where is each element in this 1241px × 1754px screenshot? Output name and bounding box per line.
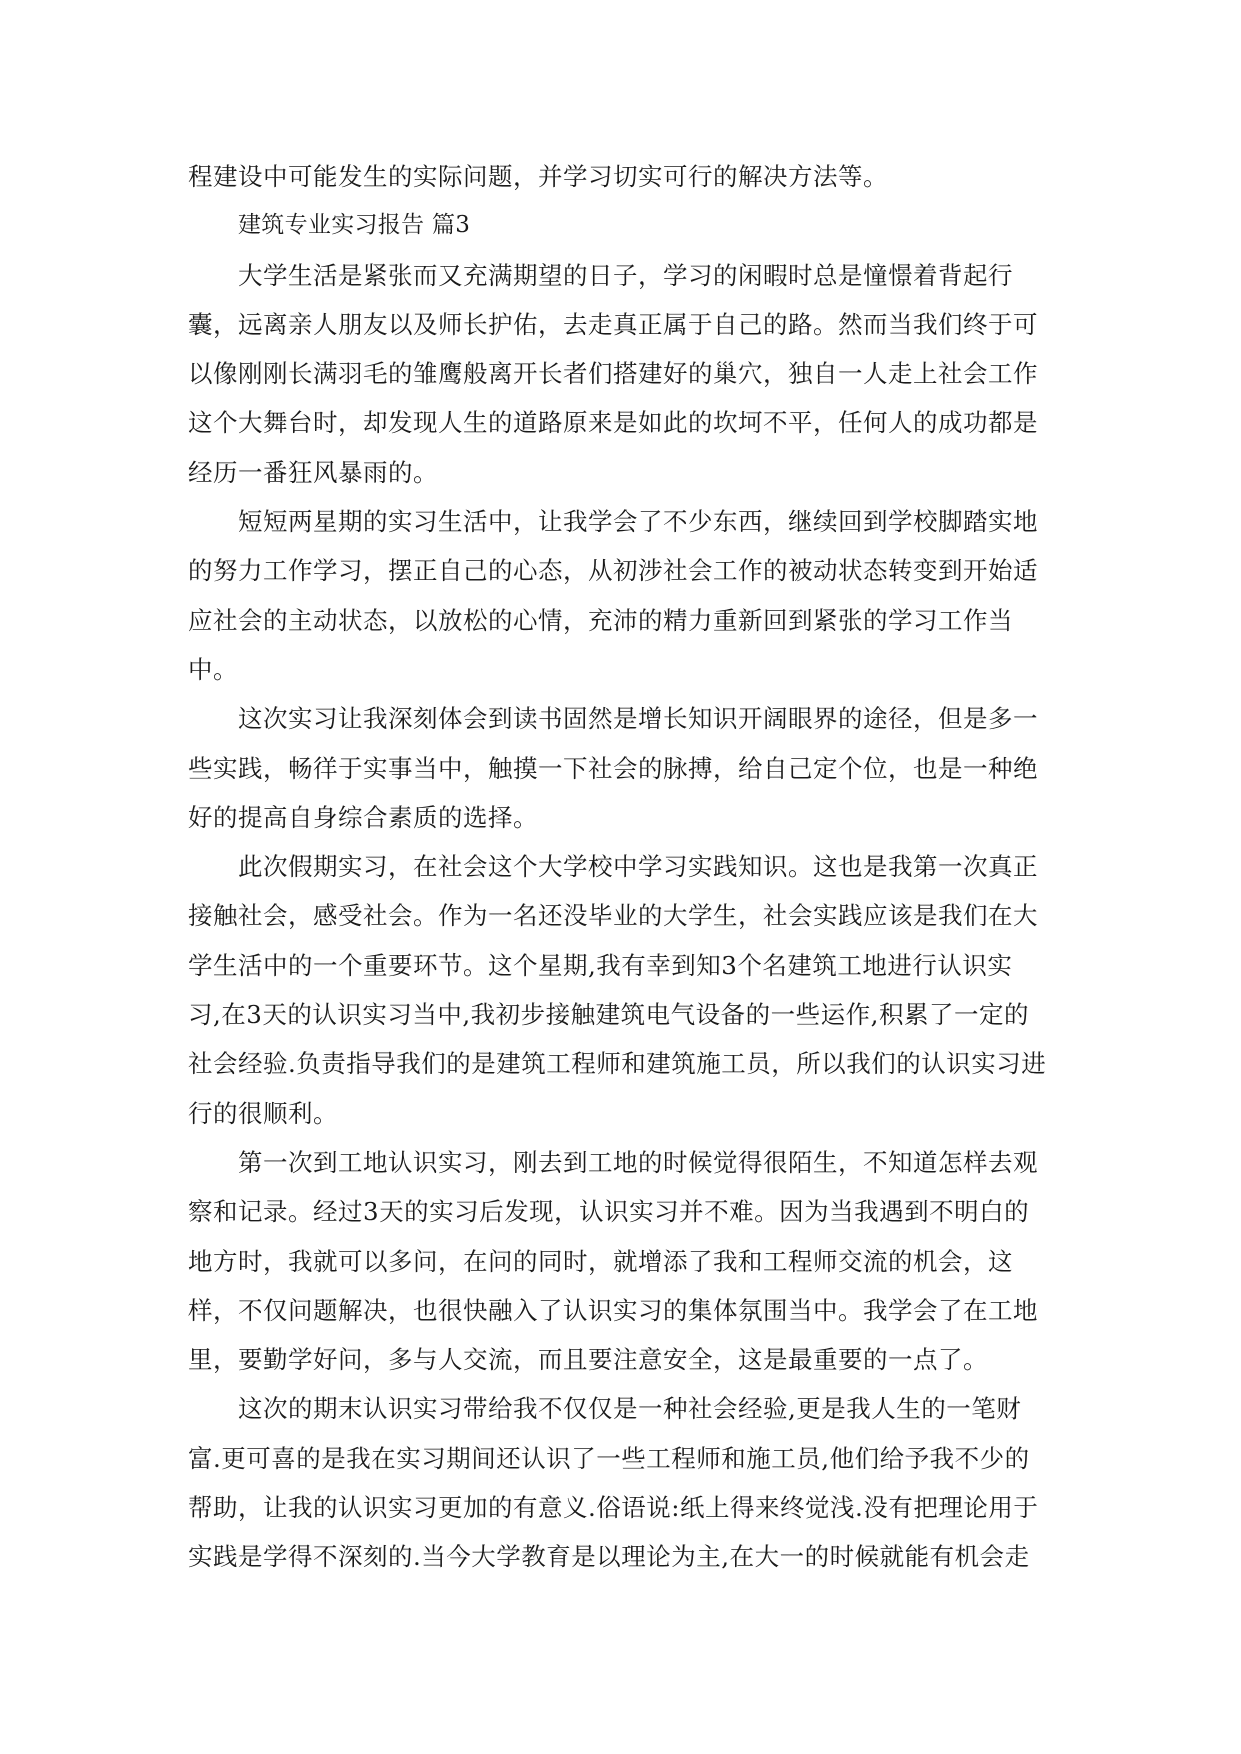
text-line: 学生活中的一个重要环节。这个星期,我有幸到知3个名建筑工地进行认识实: [188, 950, 1013, 980]
text-line: 的努力工作学习，摆正自己的心态，从初涉社会工作的被动状态转变到开始适: [188, 556, 1038, 586]
paragraph-first-line: 第一次到工地认识实习，刚去到工地的时候觉得很陌生，不知道怎样去观: [238, 1147, 1038, 1177]
text-line: 中。: [188, 654, 238, 684]
text-line: 样，不仅问题解决，也很快融入了认识实习的集体氛围当中。我学会了在工地: [188, 1295, 1038, 1325]
section-heading: 建筑专业实习报告 篇3: [238, 212, 471, 239]
text-line: 好的提高自身综合素质的选择。: [188, 802, 538, 832]
text-line: 些实践，畅徉于实事当中，触摸一下社会的脉搏，给自己定个位，也是一种绝: [188, 753, 1038, 783]
paragraph-first-line: 大学生活是紧张而又充满期望的日子，学习的闲暇时总是憧憬着背起行: [238, 260, 1013, 290]
text-line: 察和记录。经过3天的实习后发现，认识实习并不难。因为当我遇到不明白的: [188, 1197, 1030, 1227]
text-line: 地方时，我就可以多问，在问的同时，就增添了我和工程师交流的机会，这: [188, 1246, 1013, 1276]
paragraph-first-line: 短短两星期的实习生活中，让我学会了不少东西，继续回到学校脚踏实地: [238, 507, 1038, 537]
text-line: 习,在3天的认识实习当中,我初步接触建筑电气设备的一些运作,积累了一定的: [188, 1000, 1029, 1030]
text-line: 接触社会，感受社会。作为一名还没毕业的大学生，社会实践应该是我们在大: [188, 901, 1038, 931]
document-body: [188, 152, 1058, 1582]
paragraph-first-line: 此次假期实习，在社会这个大学校中学习实践知识。这也是我第一次真正: [238, 852, 1038, 882]
text-line: 囊，远离亲人朋友以及师长护佑，去走真正属于自己的路。然而当我们终于可: [188, 309, 1038, 339]
text-line: 经历一番狂风暴雨的。: [188, 457, 438, 487]
text-line: 应社会的主动状态，以放松的心情，充沛的精力重新回到紧张的学习工作当: [188, 605, 1013, 635]
text-line: 富.更可喜的是我在实习期间还认识了一些工程师和施工员,他们给予我不少的: [188, 1443, 1030, 1473]
text-line: 社会经验.负责指导我们的是建筑工程师和建筑施工员，所以我们的认识实习进: [188, 1049, 1047, 1079]
text-line: 这个大舞台时，却发现人生的道路原来是如此的坎坷不平，任何人的成功都是: [188, 408, 1038, 438]
text-line: 行的很顺利。: [188, 1098, 338, 1128]
paragraph-first-line: 这次实习让我深刻体会到读书固然是增长知识开阔眼界的途径，但是多一: [238, 704, 1038, 734]
text-line: 以像刚刚长满羽毛的雏鹰般离开长者们搭建好的巢穴，独自一人走上社会工作: [188, 359, 1038, 389]
text-line: 帮助，让我的认识实习更加的有意义.俗语说:纸上得来终觉浅.没有把理论用于: [188, 1493, 1039, 1523]
text-line: 里，要勤学好问，多与人交流，而且要注意安全，这是最重要的一点了。: [188, 1345, 988, 1375]
text-line: 程建设中可能发生的实际问题，并学习切实可行的解决方法等。: [188, 162, 888, 191]
text-line: 实践是学得不深刻的.当今大学教育是以理论为主,在大一的时候就能有机会走: [188, 1542, 1030, 1572]
paragraph-first-line: 这次的期末认识实习带给我不仅仅是一种社会经验,更是我人生的一笔财: [238, 1394, 1022, 1424]
